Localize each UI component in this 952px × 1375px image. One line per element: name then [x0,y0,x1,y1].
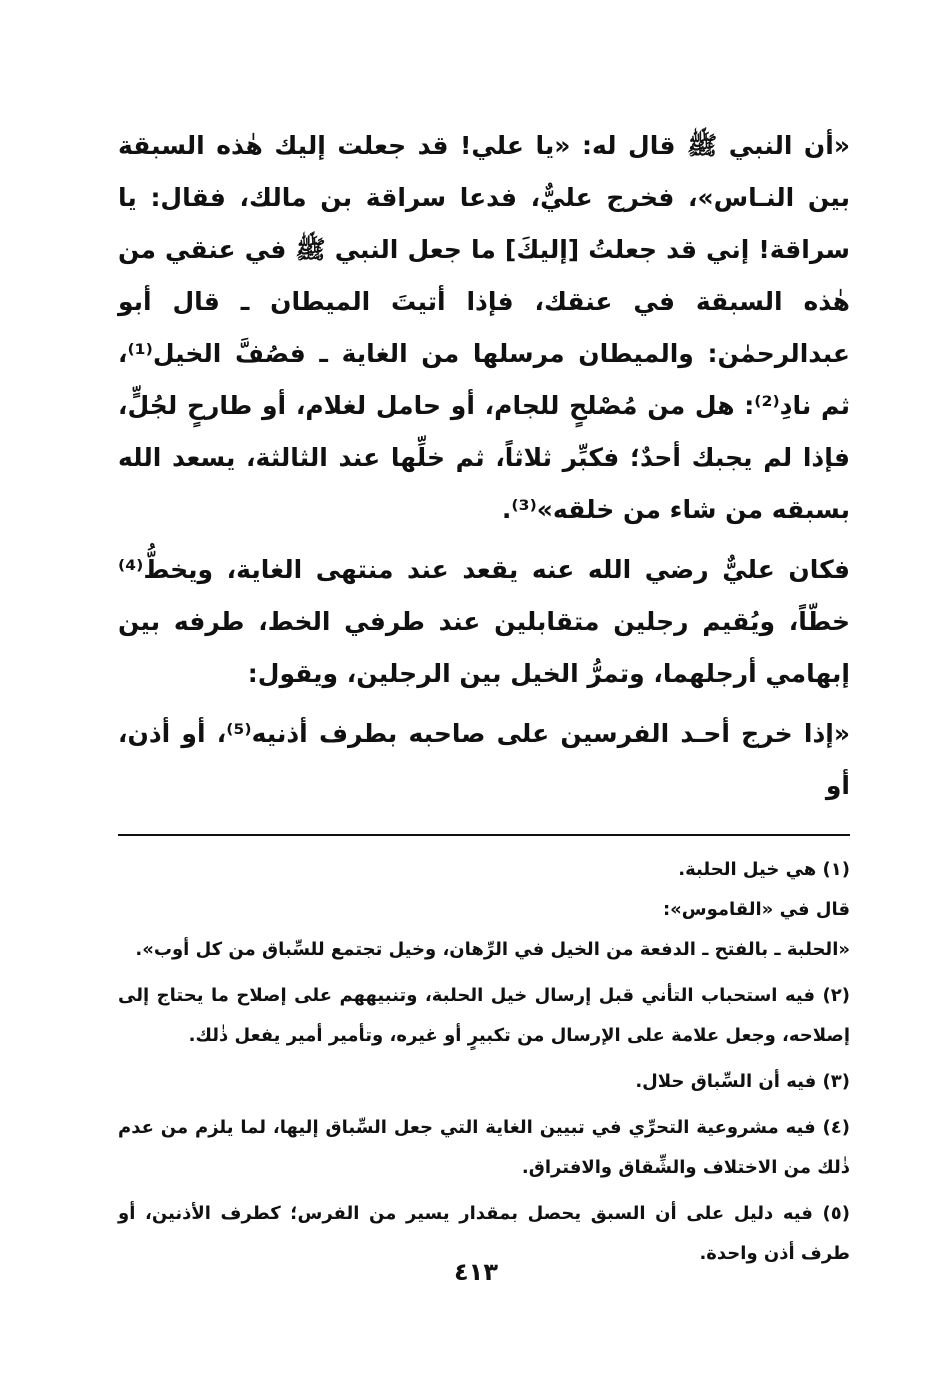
footnote-separator [118,834,850,836]
paragraph-ali-saying: «إذا خرج أحـد الفرسين على صاحبه بطرف أذنيه⁽⁵⁾، أو أذن، أو [118,719,851,800]
main-text [118,120,850,812]
footnote-1-quote: «الحلبة ـ بالفتح ـ الدفعة من الخيل في الرِّهان، وخيل تجتمع للسِّباق من كل أوب». [135,939,850,960]
page-number: ٤١٣ [454,1258,498,1286]
footnote-2: (٢) فيه استحباب التأني قبل إرسال خيل الحلبة، وتنبيههم على إصلاح ما يحتاج إلى إصلاحه، وجعل علامة على الإرسال من تكبيرٍ أو غيره، وتأمير أمير يفعل ذٰلك. [118,985,850,1046]
footnotes [118,850,850,1274]
paragraph-hadith: «أن النبي ﷺ قال له: «يا علي! قد جعلت إليك هٰذه السبقة بين النـاس»، فخرج عليٌّ، فدعا سراقة بن مالك، فقال: يا سراقة! إني قد جعلتُ [إليكَ] ما جعل النبي ﷺ في عنقي من هٰذه السبقة في عنقك، فإذا أتيتَ الميطان ـ قال أبو عبدالرحمٰن: والميطان مرسلها من الغاية ـ فصُفَّ الخيل⁽¹⁾، ثم نادِ⁽²⁾: هل من مُصْلحٍ للجام، أو حامل لغلام، أو طارحٍ لجُلٍّ، فإذا لم يجبك أحدٌ؛ فكبِّر ثلاثاً، ثم خلِّها عند الثالثة، يسعد الله بسبقه من شاء من خلقه»⁽³⁾. [118,131,850,524]
footnote-1: (١) هي خيل الحلبة. [678,859,850,880]
footnote-5: (٥) فيه دليل على أن السبق يحصل بمقدار يسير من الفرس؛ كطرف الأذنين، أو طرف أذن واحدة. [118,1203,850,1264]
page-body [118,120,850,1280]
paragraph-ali-practice: فكان عليٌّ رضي الله عنه يقعد عند منتهى الغاية، ويخطُّ⁽⁴⁾ خطّاً، ويُقيم رجلين متقابلين عند طرفي الخط، طرفه بين إبهامي أرجلهما، وتمرُّ الخيل بين الرجلين، ويقول: [118,555,850,688]
footnote-4: (٤) فيه مشروعية التحرِّي في تبيين الغاية التي جعل السِّباق إليها، لما يلزم من عدم ذٰلك من الاختلاف والشِّقاق والافتراق. [118,1117,850,1178]
footnote-3: (٣) فيه أن السِّباق حلال. [635,1071,850,1092]
footnote-1-source: قال في «القاموس»: [662,899,850,920]
